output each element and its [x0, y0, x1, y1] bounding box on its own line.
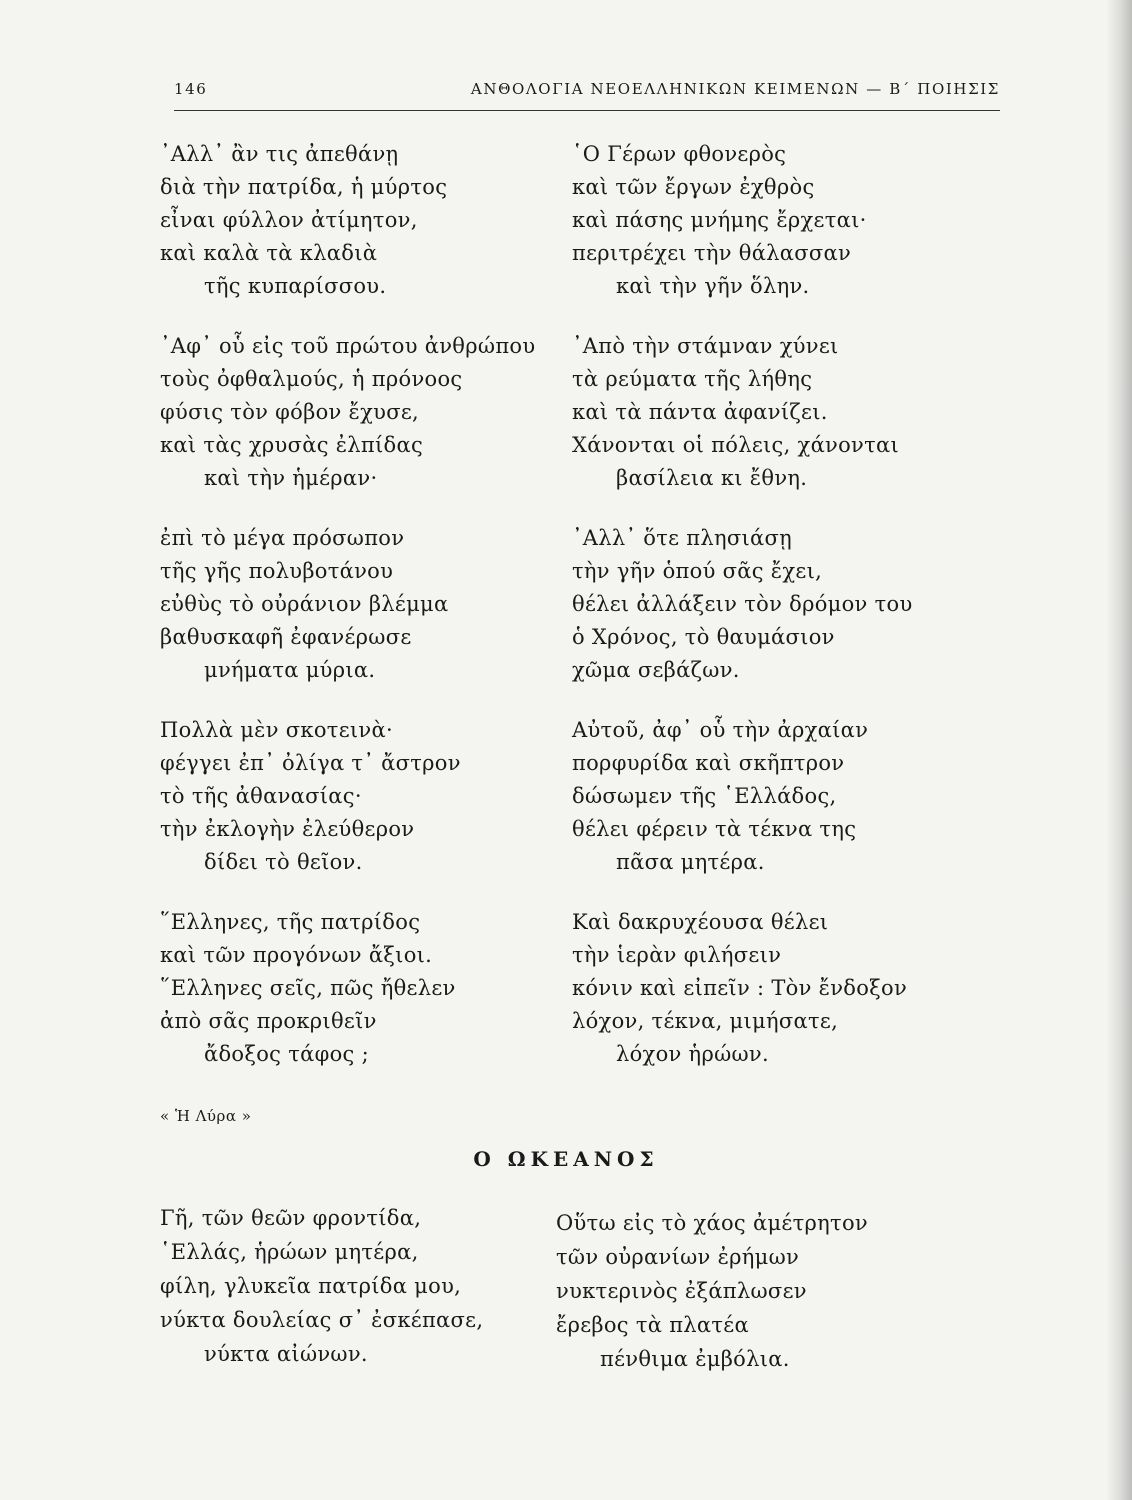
verse-line: περιτρέχει τὴν θάλασσαν [572, 241, 852, 265]
verse-line: Χάνονται οἱ πόλεις, χάνονται [572, 433, 900, 457]
verse-line: κόνιν καὶ εἰπεῖν : Τὸν ἔνδοξον [572, 976, 908, 1000]
verse-line: πᾶσα μητέρα. [616, 850, 765, 874]
stanza [572, 906, 992, 1071]
verse-line: θέλει ἀλλάξειν τὸν δρόμον του [572, 592, 913, 616]
verse-line: καὶ τῶν προγόνων ἄξιοι. [160, 943, 433, 967]
verse-line: τὰ ρεύματα τῆς λήθης [572, 367, 813, 391]
verse-line: καὶ τὴν γῆν ὅλην. [616, 274, 810, 298]
stanza [160, 1201, 560, 1371]
source-citation: « Ἡ Λύρα » [160, 1107, 252, 1125]
verse-line: νύκτα δουλείας σ᾿ ἐσκέπασε, [160, 1308, 484, 1332]
verse-line: τῆς κυπαρίσσου. [204, 274, 387, 298]
stanza [572, 714, 992, 879]
verse-line: Οὕτω εἰς τὸ χάος ἀμέτρητον [556, 1211, 868, 1235]
verse-line: ῾Ελλάς, ἡρώων μητέρα, [160, 1240, 419, 1264]
verse-line: καὶ τὰ πάντα ἀφανίζει. [572, 400, 828, 424]
page-number: 146 [174, 80, 208, 98]
verse-line: ῞Ελληνες σεῖς, πῶς ἤθελεν [160, 976, 456, 1000]
verse-line: δώσωμεν τῆς ῾Ελλάδος, [572, 784, 837, 808]
poem1-right-column [572, 138, 992, 1098]
page-edge-shadow [1106, 0, 1132, 1500]
verse-line: τοὺς ὀφθαλμούς, ἡ πρόνοος [160, 367, 463, 391]
poem2-right-column [556, 1206, 976, 1403]
verse-line: καὶ τὰς χρυσὰς ἐλπίδας [160, 433, 424, 457]
verse-line: διὰ τὴν πατρίδα, ἡ μύρτος [160, 175, 448, 199]
verse-line: ᾿Αλλ᾿ ἂν τις ἀπεθάνῃ [160, 142, 399, 166]
page-header [174, 80, 1000, 111]
verse-line: ᾿Απὸ τὴν στάμναν χύνει [572, 334, 839, 358]
poem2-left-column [160, 1201, 560, 1398]
verse-line: πορφυρίδα καὶ σκῆπτρον [572, 751, 845, 775]
verse-line: τὴν ἱερὰν φιλήσειν [572, 943, 782, 967]
verse-line: καὶ τὴν ἡμέραν· [204, 466, 378, 490]
poem1-left-column [160, 138, 560, 1098]
verse-line: νυκτερινὸς ἐξάπλωσεν [556, 1279, 807, 1303]
stanza [160, 906, 560, 1071]
verse-line: βαθυσκαφῆ ἐφανέρωσε [160, 625, 412, 649]
verse-line: Καὶ δακρυχέουσα θέλει [572, 910, 829, 934]
verse-line: φύσις τὸν φόβον ἔχυσε, [160, 400, 419, 424]
stanza [572, 522, 992, 687]
stanza [572, 330, 992, 495]
poem-title: Ο ΩΚΕΑΝΟΣ [473, 1147, 659, 1171]
verse-line: τῶν οὐρανίων ἐρήμων [556, 1245, 800, 1269]
verse-line: φίλη, γλυκεῖα πατρίδα μου, [160, 1274, 462, 1298]
stanza [572, 138, 992, 303]
stanza [556, 1206, 976, 1376]
verse-line: πένθιμα ἐμβόλια. [600, 1347, 790, 1371]
verse-line: μνήματα μύρια. [204, 658, 376, 682]
verse-line: ἀπὸ σᾶς προκριθεῖν [160, 1009, 377, 1033]
verse-line: θέλει φέρειν τὰ τέκνα της [572, 817, 857, 841]
verse-line: εὐθὺς τὸ οὐράνιον βλέμμα [160, 592, 449, 616]
stanza [160, 330, 560, 495]
stanza [160, 714, 560, 879]
verse-line: δίδει τὸ θεῖον. [204, 850, 363, 874]
verse-line: λόχον, τέκνα, μιμήσατε, [572, 1009, 839, 1033]
verse-line: εἶναι φύλλον ἀτίμητον, [160, 208, 418, 232]
verse-line: Γῆ, τῶν θεῶν φροντίδα, [160, 1206, 422, 1230]
verse-line: χῶμα σεβάζων. [572, 658, 740, 682]
verse-line: καὶ καλὰ τὰ κλαδιὰ [160, 241, 378, 265]
verse-line: Αὐτοῦ, ἀφ᾿ οὗ τὴν ἀρχαίαν [572, 718, 869, 742]
verse-line: ᾿Αφ᾿ οὗ εἰς τοῦ πρώτου ἀνθρώπου [160, 334, 536, 358]
verse-line: ᾿Αλλ᾿ ὅτε πλησιάσῃ [572, 526, 793, 550]
verse-line: ῾Ο Γέρων φθονερὸς [572, 142, 787, 166]
verse-line: ἄδοξος τάφος ; [204, 1042, 369, 1066]
verse-line: καὶ τῶν ἔργων ἐχθρὸς [572, 175, 815, 199]
verse-line: νύκτα αἰώνων. [204, 1342, 368, 1366]
verse-line: Πολλὰ μὲν σκοτεινὰ· [160, 718, 393, 742]
verse-line: βασίλεια κι ἔθνη. [616, 466, 808, 490]
stanza [160, 138, 560, 303]
verse-line: ἐπὶ τὸ μέγα πρόσωπον [160, 526, 405, 550]
verse-line: ὁ Χρόνος, τὸ θαυμάσιον [572, 625, 835, 649]
verse-line: τὴν γῆν ὁπού σᾶς ἔχει, [572, 559, 823, 583]
verse-line: φέγγει ἐπ᾿ ὀλίγα τ᾿ ἄστρον [160, 751, 461, 775]
running-head: ΑΝΘΟΛΟΓΙΑ ΝΕΟΕΛΛΗΝΙΚΩΝ ΚΕΙΜΕΝΩΝ — Β΄ ΠΟΙΗΣΙΣ [470, 80, 1000, 98]
verse-line: τὸ τῆς ἀθανασίας· [160, 784, 362, 808]
verse-line: τῆς γῆς πολυβοτάνου [160, 559, 394, 583]
stanza [160, 522, 560, 687]
verse-line: ἔρεβος τὰ πλατέα [556, 1313, 749, 1337]
verse-line: λόχον ἡρώων. [616, 1042, 769, 1066]
verse-line: ῞Ελληνες, τῆς πατρίδος [160, 910, 421, 934]
verse-line: καὶ πάσης μνήμης ἔρχεται· [572, 208, 867, 232]
verse-line: τὴν ἐκλογὴν ἐλεύθερον [160, 817, 415, 841]
